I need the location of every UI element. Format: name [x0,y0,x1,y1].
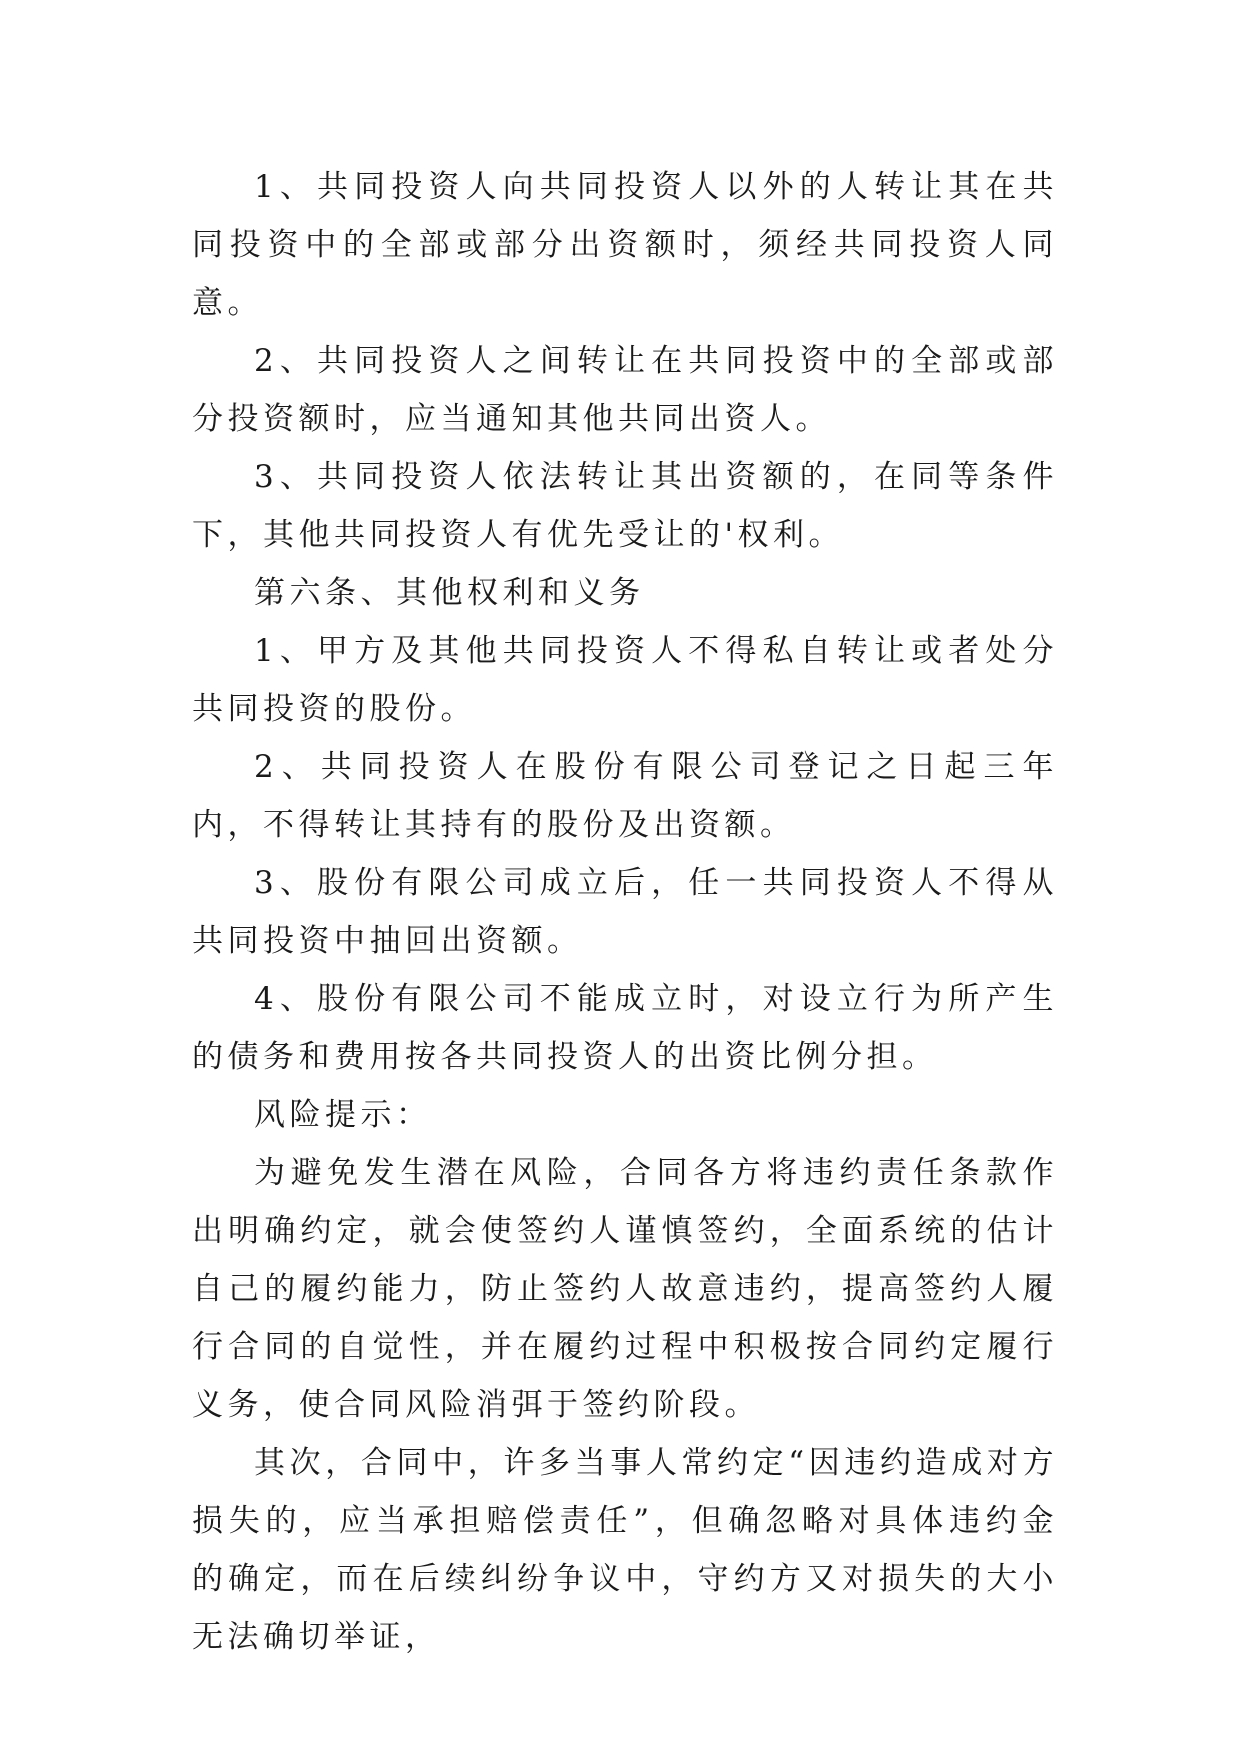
paragraph-1: 1、共同投资人向共同投资人以外的人转让其在共同投资中的全部或部分出资额时，须经共同投资人同意。 [192,169,1058,321]
paragraph-8: 4、股份有限公司不能成立时，对设立行为所产生的债务和费用按各共同投资人的出资比例分担。 [192,981,1058,1075]
paragraph-5: 1、甲方及其他共同投资人不得私自转让或者处分共同投资的股份。 [192,633,1058,727]
paragraph-6: 2、共同投资人在股份有限公司登记之日起三年内，不得转让其持有的股份及出资额。 [192,749,1058,843]
paragraph-11: 其次，合同中，许多当事人常约定“因违约造成对方损失的，应当承担赔偿责任”，但确忽略对具体违约金的确定，而在后续纠纷争议中，守约方又对损失的大小无法确切举证， [192,1445,1058,1655]
paragraph-7: 3、股份有限公司成立后，任一共同投资人不得从共同投资中抽回出资额。 [192,865,1058,959]
section-heading-article-6: 第六条、其他权利和义务 [254,575,645,611]
paragraph-10: 为避免发生潜在风险，合同各方将违约责任条款作出明确约定，就会使签约人谨慎签约，全面系统的估计自己的履约能力，防止签约人故意违约，提高签约人履行合同的自觉性，并在履约过程中积极按合同约定履行义务，使合同风险消弭于签约阶段。 [192,1155,1058,1423]
risk-notice-heading: 风险提示： [254,1097,432,1133]
paragraph-3: 3、共同投资人依法转让其出资额的，在同等条件下，其他共同投资人有优先受让的'权利。 [192,459,1058,553]
paragraph-2: 2、共同投资人之间转让在共同投资中的全部或部分投资额时，应当通知其他共同出资人。 [192,343,1058,437]
document-body [192,158,1058,1666]
